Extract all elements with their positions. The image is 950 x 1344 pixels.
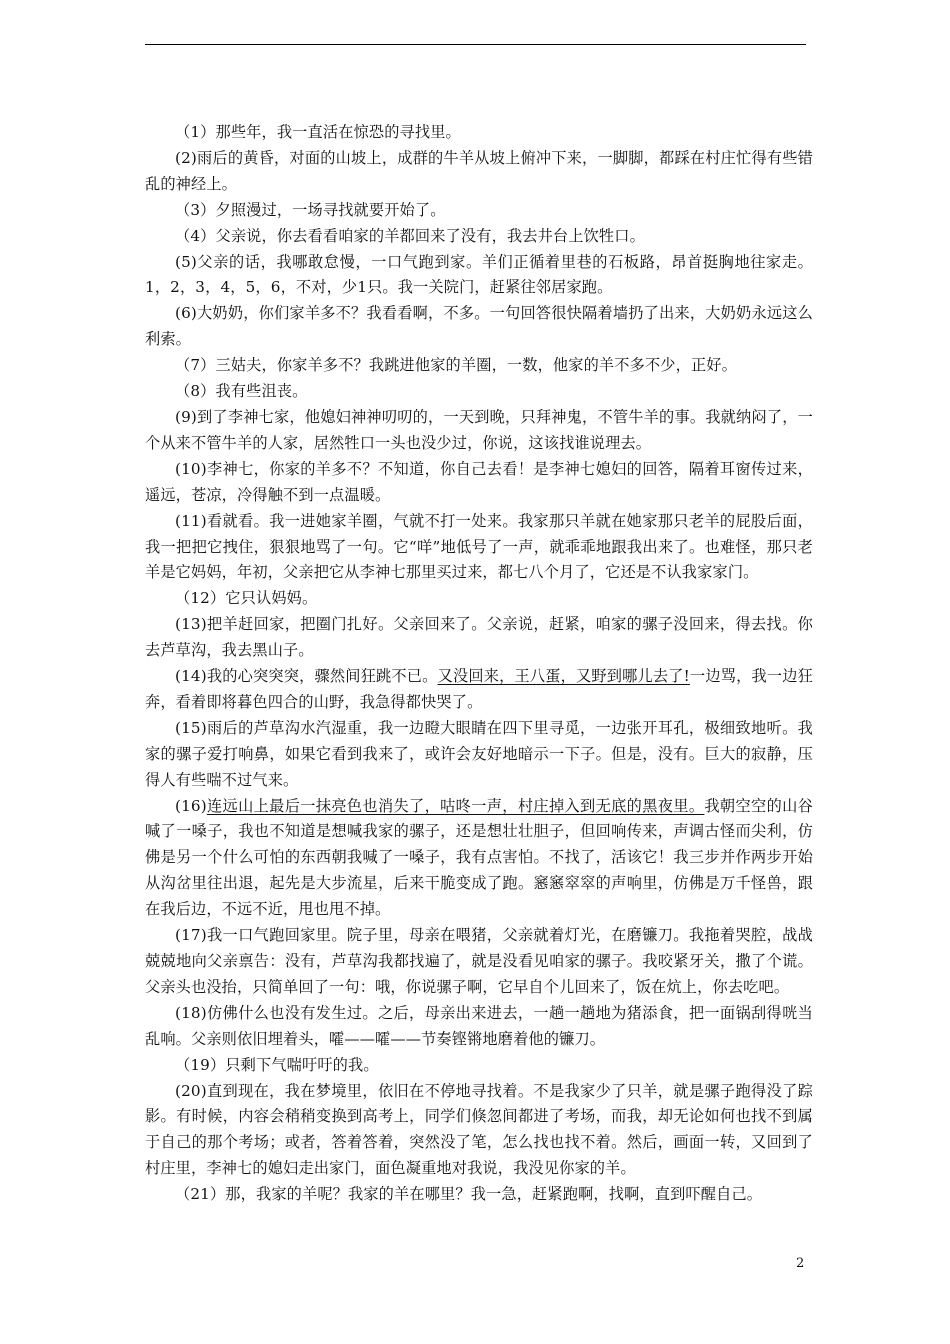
paragraph-8 [145, 379, 813, 405]
paragraph-2 [145, 146, 813, 198]
paragraph-3 [145, 198, 813, 224]
paragraph-13 [145, 612, 813, 664]
paragraph-text: （19）只剩下气喘吁吁的我。 [175, 1055, 379, 1074]
paragraph-text: (9)到了李神七家，他媳妇神神叨叨的，一天到晚，只拜神鬼，不管牛羊的事。我就纳闷了，一个从来不管牛羊的人家，居然牲口一头也没少过，你说，这该找谁说理去。 [145, 407, 813, 452]
page-number: 2 [796, 1256, 805, 1271]
paragraph-text: (17)我一口气跑回家里。院子里，母亲在喂猪，父亲就着灯光，在磨镰刀。我拖着哭腔，战战兢兢地向父亲禀告：没有，芦草沟我都找遍了，就是没看见咱家的骡子。我咬紧牙关，撒了个谎。父亲头也没抬，只简单回了一句：哦，你说骡子啊，它早自个儿回来了，饭在炕上，你去吃吧。 [145, 926, 813, 996]
paragraph-11 [145, 509, 813, 587]
paragraph-5 [145, 250, 813, 302]
paragraph-7 [145, 353, 813, 379]
document-body [145, 120, 813, 1208]
underlined-sentence: 又没回来，王八蛋，又野到哪儿去了! [437, 667, 690, 686]
paragraph-text: （1）那些年，我一直活在惊恐的寻找里。 [175, 123, 461, 141]
paragraph-text: （3）夕照漫过，一场寻找就要开始了。 [175, 200, 446, 219]
paragraph-text: (15)雨后的芦草沟水汽湿重，我一边瞪大眼睛在四下里寻觅，一边张开耳孔，极细致地听。我家的骡子爱打响鼻，如果它看到我来了，或许会友好地暗示一下子。但是，没有。巨大的寂静，压得人有些喘不过气来。 [145, 718, 813, 789]
paragraph-20 [145, 1079, 813, 1183]
paragraph-10 [145, 457, 813, 509]
paragraph-12 [145, 586, 813, 612]
paragraph-text: (2)雨后的黄昏，对面的山坡上，成群的牛羊从坡上俯冲下来，一脚脚，都踩在村庄忙得有些错乱的神经上。 [145, 148, 813, 193]
paragraph-text: （12）它只认妈妈。 [175, 589, 318, 608]
paragraph-18 [145, 1001, 813, 1053]
paragraph-19 [145, 1053, 813, 1079]
paragraph-text: (14)我的心突突突，骤然间狂跳不已。 [175, 667, 438, 686]
paragraph-4 [145, 224, 813, 250]
paragraph-text: 我朝空空的山谷喊了一嗓子，我也不知道是想喊我家的骡子，还是想壮壮胆子，但回响传来，声调古怪而尖利，仿佛是另一个什么可怕的东西朝我喊了一嗓子，我有点害怕。不找了，活该它！我三步并作两步开始从沟岔里往出退，起先是大步流星，后来干脆变成了跑。窸窸窣窣的声响里，仿佛是万千怪兽，跟在我后边，不远不近，甩也甩不掉。 [145, 796, 813, 919]
paragraph-15 [145, 716, 813, 794]
paragraph-text: (5)父亲的话，我哪敢怠慢，一口气跑到家。羊们正循着里巷的石板路，昂首挺胸地往家走。1，2，3，4，5，6，不对，少1只。我一关院门，赶紧往邻居家跑。 [145, 252, 813, 297]
paragraph-text: (16) [175, 796, 207, 815]
paragraph-text: (20)直到现在，我在梦境里，依旧在不停地寻找着。不是我家少了只羊，就是骡子跑得没了踪影。有时候，内容会稍稍变换到高考上，同学们倏忽间都进了考场，而我，却无论如何也找不到属于自己的那个考场；或者，答着答着，突然没了笔，怎么找也找不着。然后，画面一转，又回到了村庄里，李神七的媳妇走出家门，面色凝重地对我说，我没见你家的羊。 [145, 1081, 813, 1178]
underlined-sentence: 连远山上最后一抹亮色也消失了，咕咚一声，村庄掉入到无底的黑夜里。 [206, 796, 705, 815]
paragraph-17 [145, 923, 813, 1001]
paragraph-text: (11)看就看。我一进她家羊圈，气就不打一处来。我家那只羊就在她家那只老羊的屁股后面，我一把把它拽住，狠狠地骂了一句。它“咩”地低号了一声，就乖乖地跟我出来了。也难怪，那只老羊是它妈妈，年初，父亲把它从李神七那里买过来，都七八个月了，它还是不认我家家门。 [145, 511, 813, 582]
paragraph-21 [145, 1182, 813, 1208]
paragraph-text: （21）那，我家的羊呢？我家的羊在哪里？我一急，赶紧跑啊，找啊，直到吓醒自己。 [175, 1185, 763, 1204]
paragraph-text: 一边骂，我一边狂奔，看着即将暮色四合的山野，我急得都快哭了。 [145, 667, 813, 711]
paragraph-text: (18)仿佛什么也没有发生过。之后，母亲出来进去，一趟一趟地为猪添食，把一面锅刮得咣当乱响。父亲则依旧埋着头，嚯——嚯——节奏铿锵地磨着他的镰刀。 [145, 1003, 813, 1048]
paragraph-text: (10)李神七，你家的羊多不？不知道，你自己去看！是李神七媳妇的回答，隔着耳窗传过来，遥远，苍凉，冷得触不到一点温暖。 [145, 459, 813, 504]
paragraph-text: (13)把羊赶回家，把圈门扎好。父亲回来了。父亲说，赶紧，咱家的骡子没回来，得去找。你去芦草沟，我去黑山子。 [145, 615, 813, 660]
paragraph-6 [145, 301, 813, 353]
paragraph-text: （7）三姑夫，你家羊多不？我跳进他家的羊圈，一数，他家的羊不多不少，正好。 [175, 356, 737, 375]
paragraph-16 [145, 794, 813, 924]
paragraph-1 [145, 120, 813, 146]
header-rule [145, 44, 806, 45]
paragraph-text: (6)大奶奶，你们家羊多不？我看看啊，不多。一句回答很快隔着墙扔了出来，大奶奶永远这么利索。 [145, 304, 813, 349]
paragraph-text: （4）父亲说，你去看看咱家的羊都回来了没有，我去井台上饮牲口。 [175, 226, 645, 245]
paragraph-text: （8）我有些沮丧。 [175, 382, 308, 401]
paragraph-9 [145, 405, 813, 457]
paragraph-14 [145, 664, 813, 716]
